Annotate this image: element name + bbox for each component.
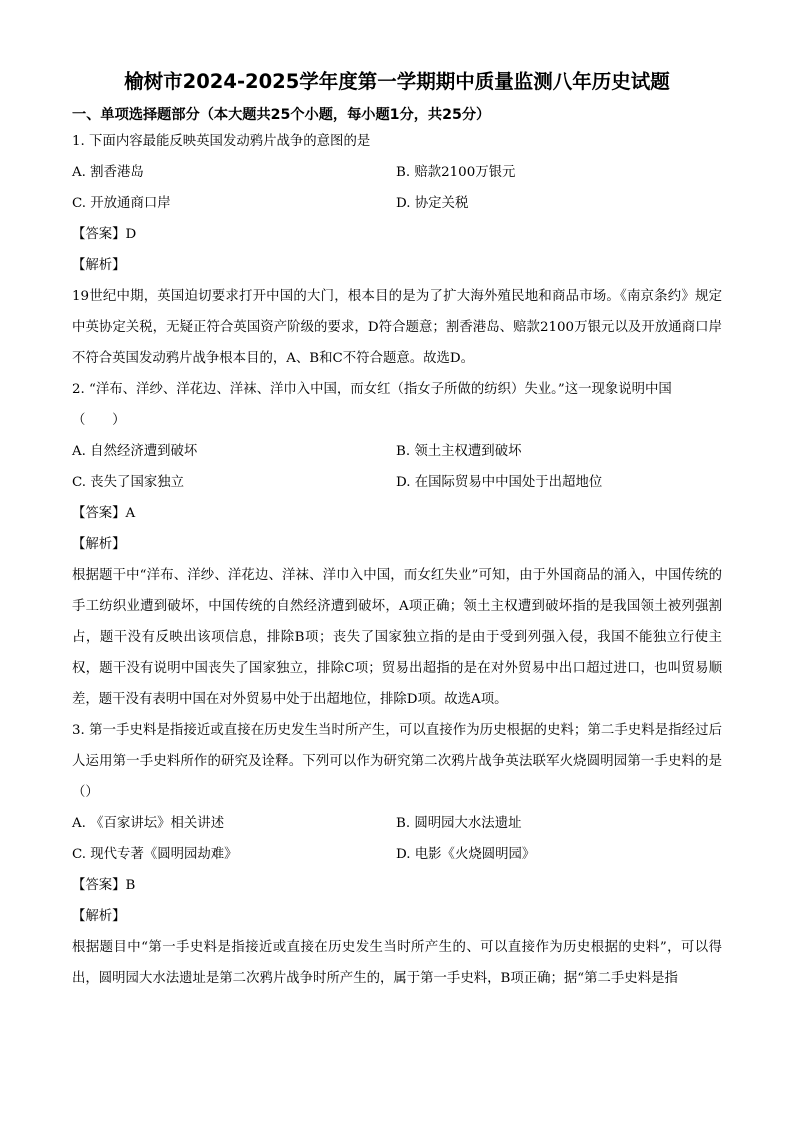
option-b: B. 领土主权遭到破坏 (396, 444, 522, 459)
option-b: B. 圆明园大水法遗址 (396, 816, 522, 831)
option-a: A. 《百家讲坛》相关讲述 (72, 816, 225, 831)
page-title: 榆树市2024-2025学年度第一学期期中质量监测八年历史试题 (124, 70, 670, 93)
analysis-label: 【解析】 (72, 258, 126, 273)
analysis-text: 根据题目中“第一手史料是指接近或直接在历史发生当时所产生的、可以直接作为历史根据的史料”，可以得出，圆明园大水法遗址是第二次鸦片战争时所产生的，属于第一手史料，B项正确；据“第二手史料是指 (72, 940, 722, 986)
question-3 (72, 715, 722, 994)
section-heading: 一、单项选择题部分（本大题共25个小题，每小题1分，共25分） (72, 107, 491, 123)
option-a: A. 割香港岛 (72, 165, 144, 180)
question-stem: 1. 下面内容最能反映英国发动鸦片战争的意图的是 (72, 134, 371, 149)
option-a: A. 自然经济遭到破坏 (72, 444, 198, 459)
analysis-text: 根据题干中“洋布、洋纱、洋花边、洋袜、洋巾入中国，而女红失业”可知，由于外国商品的涌入，中国传统的手工纺织业遭到破坏，中国传统的自然经济遭到破坏，A项正确；领土主权遭到破坏指的是我国领土被列强割占，题干没有反映出该项信息，排除B项；丧失了国家独立指的是由于受到列强入侵，我国不能独立行使主权，题干没有说明中国丧失了国家独立，排除C项；贸易出超指的是在对外贸易中出口超过进口，也叫贸易顺差，题干没有表明中国在对外贸易中处于出超地位，排除D项。故选A项。 (72, 568, 722, 707)
question-stem: 2. “洋布、洋纱、洋花边、洋袜、洋巾入中国，而女红（指女子所做的纺织）失业。”这一现象说明中国 (72, 382, 672, 397)
option-c: C. 现代专著《圆明园劫难》 (72, 847, 238, 862)
question-stem: 3. 第一手史料是指接近或直接在历史发生当时所产生，可以直接作为历史根据的史料；第二手史料是指经过后人运用第一手史料所作的研究及诠释。下列可以作为研究第二次鸦片战争英法联军火烧圆明园第一手史料的是（） (72, 723, 722, 800)
answer-label: 【答案】D (72, 227, 137, 242)
question-2 (72, 374, 722, 715)
options-row (72, 808, 722, 839)
options-row (72, 839, 722, 870)
option-c: C. 开放通商口岸 (72, 196, 171, 211)
option-c: C. 丧失了国家独立 (72, 475, 185, 490)
question-1 (72, 126, 722, 374)
option-d: D. 协定关税 (396, 196, 469, 211)
options-row (72, 157, 722, 188)
answer-label: 【答案】B (72, 878, 136, 893)
option-d: D. 在国际贸易中中国处于出超地位 (396, 475, 603, 490)
options-row (72, 436, 722, 467)
option-d: D. 电影《火烧圆明园》 (396, 847, 536, 862)
analysis-label: 【解析】 (72, 537, 126, 552)
option-b: B. 赔款2100万银元 (396, 165, 516, 180)
analysis-label: 【解析】 (72, 909, 126, 924)
question-stem-bracket: （ ） (72, 413, 126, 428)
analysis-text: 19世纪中期，英国迫切要求打开中国的大门，根本目的是为了扩大海外殖民地和商品市场。《南京条约》规定中英协定关税，无疑正符合英国资产阶级的要求，D符合题意；割香港岛、赔款2100万银元以及开放通商口岸不符合英国发动鸦片战争根本目的，A、B和C不符合题意。故选D。 (72, 289, 722, 366)
options-row (72, 467, 722, 498)
options-row (72, 188, 722, 219)
answer-label: 【答案】A (72, 506, 136, 521)
